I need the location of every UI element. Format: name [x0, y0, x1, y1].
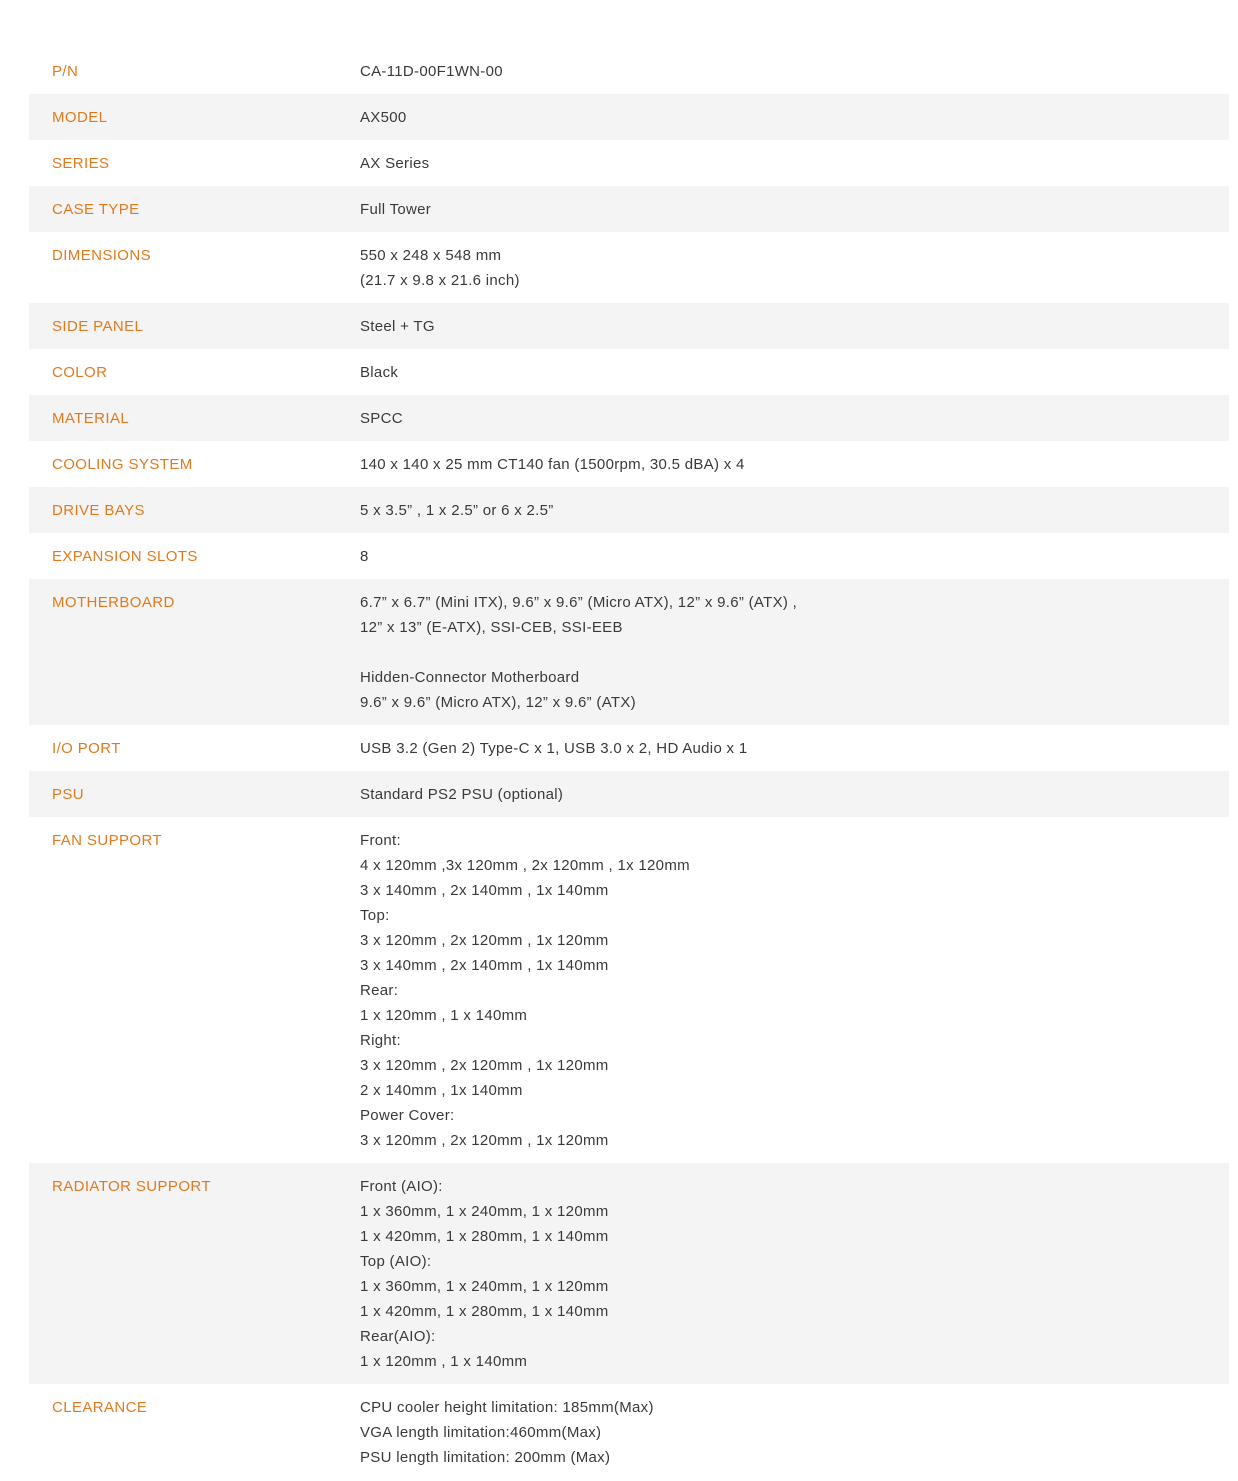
spec-value-line: CA-11D-00F1WN-00	[360, 63, 503, 80]
spec-value	[360, 243, 1229, 293]
spec-value-line: Rear(AIO):	[360, 1328, 436, 1345]
spec-value-line: 1 x 360mm, 1 x 240mm, 1 x 120mm	[360, 1203, 609, 1220]
spec-value-line: Full Tower	[360, 201, 432, 218]
spec-value	[360, 782, 1229, 807]
spec-label: DIMENSIONS	[52, 247, 152, 264]
spec-label: COOLING SYSTEM	[52, 456, 193, 473]
spec-label: P/N	[52, 63, 79, 80]
spec-value-line: SPCC	[360, 410, 403, 427]
spec-value-line: 12” x 13” (E-ATX), SSI-CEB, SSI-EEB	[360, 619, 623, 636]
spec-value	[360, 197, 1229, 222]
spec-row	[29, 1163, 1229, 1384]
spec-value-line: 3 x 120mm , 2x 120mm , 1x 120mm	[360, 1057, 609, 1074]
spec-value	[360, 59, 1229, 84]
spec-value	[360, 498, 1229, 523]
spec-row	[29, 349, 1229, 395]
spec-label: RADIATOR SUPPORT	[52, 1178, 211, 1195]
spec-value-line	[360, 640, 1229, 665]
spec-row	[29, 395, 1229, 441]
spec-value-line: CPU cooler height limitation: 185mm(Max)	[360, 1399, 654, 1416]
spec-row	[29, 303, 1229, 349]
spec-value-line: Steel + TG	[360, 318, 435, 335]
spec-value-line: VGA length limitation:460mm(Max)	[360, 1424, 602, 1441]
spec-label: DRIVE BAYS	[52, 502, 145, 519]
spec-value-line: 3 x 140mm , 2x 140mm , 1x 140mm	[360, 882, 609, 899]
spec-value-line: 3 x 140mm , 2x 140mm , 1x 140mm	[360, 957, 609, 974]
spec-row	[29, 817, 1229, 1163]
spec-value-line: Right:	[360, 1032, 401, 1049]
spec-row	[29, 441, 1229, 487]
spec-value	[360, 544, 1229, 569]
spec-value-line: AX Series	[360, 155, 430, 172]
spec-value-line: Top (AIO):	[360, 1253, 432, 1270]
spec-value	[360, 406, 1229, 431]
spec-row	[29, 533, 1229, 579]
spec-value-line: Power Cover:	[360, 1107, 455, 1124]
spec-row	[29, 579, 1229, 725]
spec-label: SERIES	[52, 155, 110, 172]
spec-value-line: USB 3.2 (Gen 2) Type-C x 1, USB 3.0 x 2, HD Audio x 1	[360, 740, 748, 757]
spec-label: FAN SUPPORT	[52, 832, 162, 849]
spec-value-line: Hidden-Connector Motherboard	[360, 669, 580, 686]
spec-value-line: 8	[360, 548, 369, 565]
spec-row	[29, 725, 1229, 771]
spec-value-line: 5 x 3.5” , 1 x 2.5” or 6 x 2.5”	[360, 502, 554, 519]
spec-value-line: 2 x 140mm , 1x 140mm	[360, 1082, 523, 1099]
spec-value-line: 1 x 420mm, 1 x 280mm, 1 x 140mm	[360, 1303, 609, 1320]
spec-value-line: PSU length limitation: 200mm (Max)	[360, 1449, 611, 1466]
spec-value-line: 1 x 420mm, 1 x 280mm, 1 x 140mm	[360, 1228, 609, 1245]
spec-row	[29, 140, 1229, 186]
spec-value-line: Black	[360, 364, 399, 381]
spec-value-line: Top:	[360, 907, 390, 924]
spec-value-line: Standard PS2 PSU (optional)	[360, 786, 564, 803]
spec-value	[360, 736, 1229, 761]
spec-label: CASE TYPE	[52, 201, 140, 218]
spec-label: CLEARANCE	[52, 1399, 148, 1416]
spec-value	[360, 452, 1229, 477]
spec-value-line: 1 x 360mm, 1 x 240mm, 1 x 120mm	[360, 1278, 609, 1295]
spec-value-line: (21.7 x 9.8 x 21.6 inch)	[360, 272, 520, 289]
spec-value	[360, 590, 1229, 715]
spec-value	[360, 1395, 1229, 1470]
spec-row	[29, 94, 1229, 140]
spec-value	[360, 360, 1229, 385]
spec-row	[29, 487, 1229, 533]
spec-label: COLOR	[52, 364, 108, 381]
spec-label: MATERIAL	[52, 410, 130, 427]
spec-value-line: 3 x 120mm , 2x 120mm , 1x 120mm	[360, 932, 609, 949]
spec-value-line: 4 x 120mm ,3x 120mm , 2x 120mm , 1x 120mm	[360, 857, 690, 874]
spec-value-line: 1 x 120mm , 1 x 140mm	[360, 1353, 528, 1370]
spec-label: PSU	[52, 786, 85, 803]
spec-value-line: 140 x 140 x 25 mm CT140 fan (1500rpm, 30.5 dBA) x 4	[360, 456, 745, 473]
spec-value-line: AX500	[360, 109, 407, 126]
spec-value	[360, 1174, 1229, 1374]
spec-value-line: Front:	[360, 832, 401, 849]
spec-value-line: 9.6” x 9.6” (Micro ATX), 12” x 9.6” (ATX)	[360, 694, 636, 711]
spec-row	[29, 186, 1229, 232]
spec-label: I/O PORT	[52, 740, 121, 757]
spec-value-line: 550 x 248 x 548 mm	[360, 247, 502, 264]
spec-label: MOTHERBOARD	[52, 594, 175, 611]
spec-label: SIDE PANEL	[52, 318, 144, 335]
spec-value-line: 3 x 120mm , 2x 120mm , 1x 120mm	[360, 1132, 609, 1149]
spec-table	[29, 48, 1229, 1480]
spec-value-line: Front (AIO):	[360, 1178, 443, 1195]
spec-value	[360, 314, 1229, 339]
spec-row	[29, 771, 1229, 817]
spec-label: EXPANSION SLOTS	[52, 548, 198, 565]
spec-row	[29, 232, 1229, 303]
spec-value	[360, 151, 1229, 176]
spec-value-line: Rear:	[360, 982, 399, 999]
spec-row	[29, 1384, 1229, 1480]
spec-value-line: 1 x 120mm , 1 x 140mm	[360, 1007, 528, 1024]
spec-value	[360, 105, 1229, 130]
spec-value	[360, 828, 1229, 1153]
spec-label: MODEL	[52, 109, 108, 126]
spec-row	[29, 48, 1229, 94]
spec-value-line: 6.7” x 6.7” (Mini ITX), 9.6” x 9.6” (Micro ATX), 12” x 9.6” (ATX) ,	[360, 594, 798, 611]
